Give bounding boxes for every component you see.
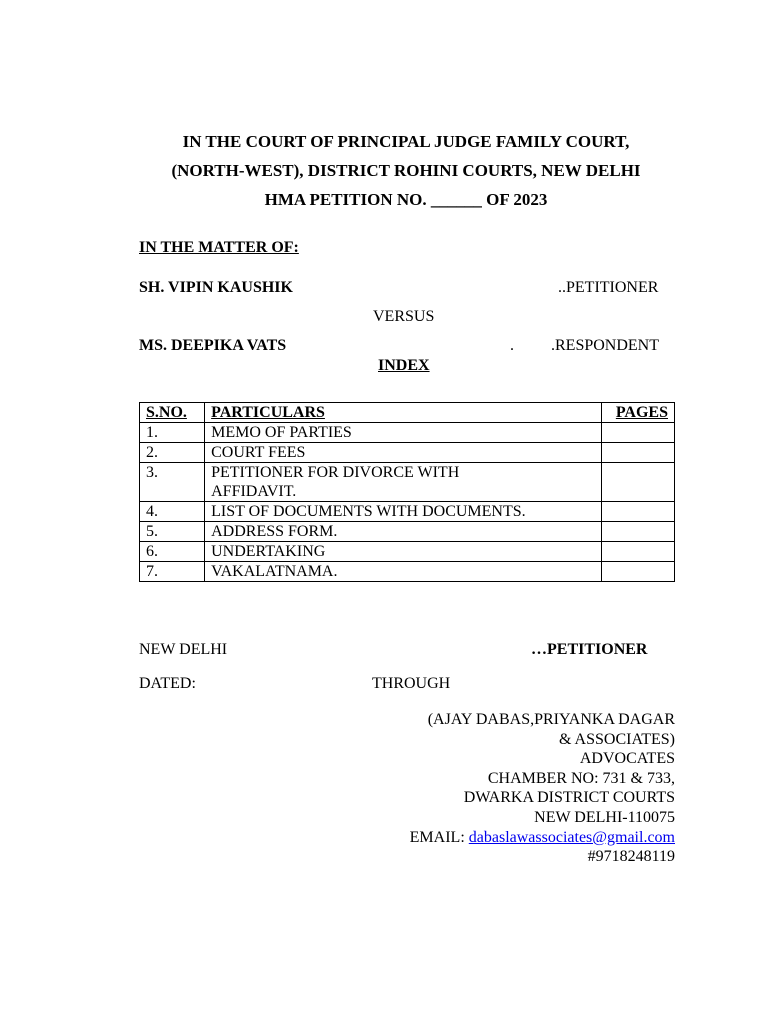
petitioner-name: SH. VIPIN KAUSHIK — [139, 279, 293, 296]
row-pages — [601, 542, 674, 562]
advocate-line: CHAMBER NO: 731 & 733, — [487, 769, 675, 787]
row-particular-line2: AFFIDAVIT. — [211, 483, 297, 500]
header-pages: PAGES — [601, 403, 674, 423]
row-particular: LIST OF DOCUMENTS WITH DOCUMENTS. — [205, 502, 602, 522]
dated-label: DATED: — [139, 675, 196, 692]
row-sno: 1. — [140, 423, 205, 443]
header-particulars: PARTICULARS — [205, 403, 602, 423]
advocate-line: DWARKA DISTRICT COURTS — [463, 789, 675, 807]
row-sno: 3. — [140, 463, 205, 502]
row-particular — [205, 463, 602, 502]
index-table — [139, 402, 675, 582]
court-heading-line2: (NORTH-WEST), DISTRICT ROHINI COURTS, NEW DELHI — [171, 161, 641, 180]
email-line — [300, 828, 675, 848]
table-row — [140, 443, 675, 463]
header-sno: S.NO. — [140, 403, 205, 423]
row-pages — [601, 443, 674, 463]
through-label: THROUGH — [372, 675, 451, 692]
row-sno: 2. — [140, 443, 205, 463]
advocate-line: & ASSOCIATES) — [558, 730, 675, 748]
table-row — [140, 463, 675, 502]
place-label: NEW DELHI — [139, 641, 228, 658]
index-title: INDEX — [378, 357, 430, 374]
row-particular: ADDRESS FORM. — [205, 522, 602, 542]
row-sno: 6. — [140, 542, 205, 562]
table-row — [140, 562, 675, 582]
advocate-line: (AJAY DABAS,PRIYANKA DAGAR — [427, 711, 675, 728]
row-pages — [601, 562, 674, 582]
phone-number: #9718248119 — [587, 848, 675, 866]
table-row — [140, 502, 675, 522]
row-pages — [601, 502, 674, 522]
row-particular: UNDERTAKING — [205, 542, 602, 562]
advocate-line: ADVOCATES — [579, 750, 675, 768]
petition-number: HMA PETITION NO. ______ OF 2023 — [264, 190, 548, 209]
respondent-role: .RESPONDENT — [551, 337, 660, 354]
row-particular: COURT FEES — [205, 443, 602, 463]
table-row — [140, 542, 675, 562]
row-sno: 7. — [140, 562, 205, 582]
row-particular: VAKALATNAMA. — [205, 562, 602, 582]
row-pages — [601, 463, 674, 502]
row-sno: 4. — [140, 502, 205, 522]
court-heading-line1: IN THE COURT OF PRINCIPAL JUDGE FAMILY COURT, — [182, 132, 630, 151]
advocate-block — [300, 710, 675, 867]
table-header-row — [140, 403, 675, 423]
row-pages — [601, 522, 674, 542]
email-link[interactable]: dabaslawassociates@gmail.com — [468, 828, 675, 846]
respondent-dot: . — [510, 337, 514, 354]
matter-heading: IN THE MATTER OF: — [139, 239, 299, 256]
row-particular-line1: PETITIONER FOR DIVORCE WITH — [211, 464, 460, 481]
respondent-name: MS. DEEPIKA VATS — [139, 337, 287, 354]
footer-petitioner-label: …PETITIONER — [531, 641, 648, 658]
advocate-line: NEW DELHI-110075 — [534, 808, 675, 826]
row-sno: 5. — [140, 522, 205, 542]
email-label: EMAIL: — [409, 828, 469, 846]
row-pages — [601, 423, 674, 443]
row-particular: MEMO OF PARTIES — [205, 423, 602, 443]
table-row — [140, 423, 675, 443]
versus-label: VERSUS — [373, 308, 435, 325]
petitioner-role: ..PETITIONER — [558, 279, 659, 296]
table-row — [140, 522, 675, 542]
